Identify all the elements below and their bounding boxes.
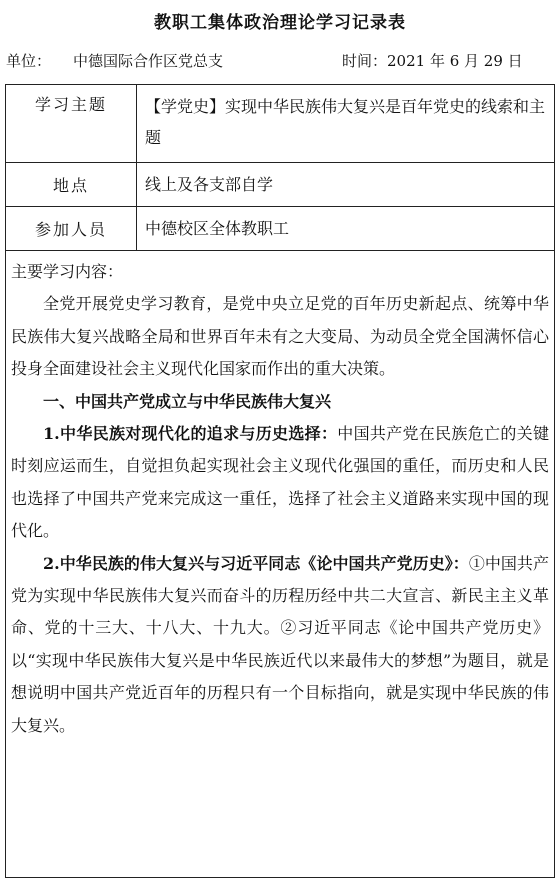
topic-row	[6, 85, 554, 163]
form-title: 教职工集体政治理论学习记录表	[154, 13, 406, 33]
unit-label: 单位：	[6, 52, 52, 70]
item-1-body: 中国共产党在民族危亡的关键时刻应运而生，自觉担负起实现社会主义现代化强国的重任，而历史和人民也选择了中国共产党来完成这一重任，选择了社会主义道路来实现中国的现代化。	[11, 424, 549, 541]
item-2	[11, 548, 549, 742]
item-2-body: ①中国共产党为实现中华民族伟大复兴而奋斗的历程历经中共二大宣言、新民主主义革命、党的十三大、十八大、十九大。②习近平同志《论中国共产党历史》以“实现中华民族伟大复兴是中华民族近代以来最伟大的梦想”为题目，就是想说明中国共产党近百年的历程只有一个目标指向，就是实现中华民族的伟大复兴。	[11, 553, 549, 735]
place-value: 线上及各支部自学	[145, 175, 274, 194]
content-heading: 主要学习内容：	[11, 262, 124, 281]
topic-label: 学习主题	[6, 85, 137, 162]
form-meta	[6, 50, 554, 72]
time-value: 2021 年 6 月 29 日	[387, 52, 523, 70]
time-field	[342, 50, 523, 71]
unit-field	[6, 50, 223, 71]
content-intro: 全党开展党史学习教育，是党中央立足党的百年历史新起点、统筹中华民族伟大复兴战略全局和世界百年未有之大变局、为动员全党全国满怀信心投身全面建设社会主义现代化国家而作出的重大决策。	[11, 294, 549, 379]
participants-value: 中德校区全体教职工	[145, 219, 290, 238]
participants-label: 参加人员	[6, 207, 137, 250]
participants-row	[6, 207, 554, 251]
time-label: 时间：	[342, 52, 388, 70]
item-1	[11, 418, 549, 548]
item-2-title: 2.中华民族的伟大复兴与习近平同志《论中国共产党历史》：	[43, 553, 469, 573]
place-row	[6, 163, 554, 207]
section-title: 一、中国共产党成立与中华民族伟大复兴	[43, 391, 332, 411]
study-content	[6, 251, 554, 877]
unit-value: 中德国际合作区党总支	[73, 52, 224, 70]
place-label: 地点	[6, 163, 137, 206]
record-table	[5, 84, 555, 878]
topic-value: 【学党史】实现中华民族伟大复兴是百年党史的线索和主题	[145, 97, 546, 147]
item-1-title: 1.中华民族对现代化的追求与历史选择：	[43, 424, 338, 444]
